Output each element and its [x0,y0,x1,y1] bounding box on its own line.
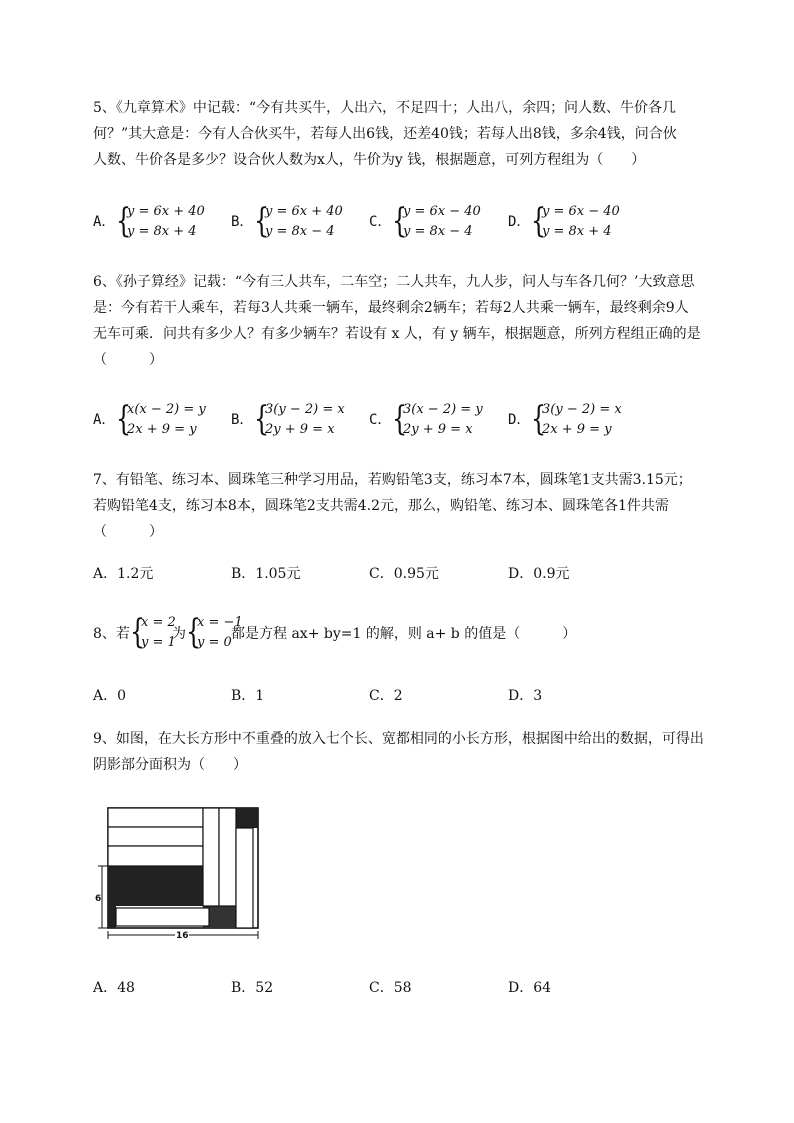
q6-option-b [231,410,253,430]
q5-option-c [369,212,391,232]
q8-prefix: 8、若 [93,626,130,642]
option-label: C． [369,214,392,230]
option-label: D． [508,214,531,230]
q6-option-d [508,410,530,430]
width-label: 16 [176,931,189,941]
q7-option-b: B．1.05元 [231,566,301,582]
q7-text-line-3: （ ） [93,524,163,540]
q9-text-line-2: 阴影部分面积为（ ） [93,757,247,773]
q6-option-c [369,410,391,430]
q7-option-c: C．0.95元 [369,566,439,582]
q5-option-d [508,212,530,232]
equation: y = 8x − 4 [265,224,335,239]
option-label: D． [508,412,531,428]
q5-text-line-3: 人数、牛价各是多少？设合伙人数为x人，牛价为y 钱，根据题意，可列方程组为（ ） [93,152,646,168]
q8-suffix: 都是方程 ax+ by=1 的解，则 a+ b 的值是（ ） [231,626,577,642]
q7-text-line-2: 若购铅笔4支，练习本8本，圆珠笔2支共需4.2元，那么，购铅笔、练习本、圆珠笔各1件共需 [93,498,669,514]
brace-icon: { [392,399,408,439]
equation: 2x + 9 = y [127,422,197,437]
equation: y = 8x + 4 [542,224,612,239]
brace-icon: { [116,201,132,241]
brace-icon: { [392,201,408,241]
small-rectangle [203,808,219,906]
q9-option-d: D．64 [508,980,552,996]
equation: y = 8x + 4 [127,224,197,239]
q8-option-d: D．3 [508,688,543,704]
q9-text-line-1: 9、如图，在大长方形中不重叠的放入七个长、宽都相同的小长方形，根据图中给出的数据，可得出 [93,731,704,747]
height-label: 6 [95,894,102,904]
q7-text-line-1: 7、有铅笔、练习本、圆珠笔三种学习用品，若购铅笔3支，练习本7本，圆珠笔1支共需3.15元； [93,472,692,488]
small-rectangle [108,846,203,866]
equation: y = 6x − 40 [542,204,620,219]
small-rectangle [108,827,203,846]
q9-option-b: B．52 [231,980,274,996]
equation: 3(y − 2) = x [542,402,622,417]
brace-icon: { [186,612,202,652]
equation: 3(y − 2) = x [265,402,345,417]
small-rectangle [236,828,253,928]
equation: y = 6x + 40 [265,204,343,219]
q9-figure [95,804,265,948]
q7-option-a: A．1.2元 [93,566,154,582]
q5-option-b [231,212,253,232]
equation: 2x + 9 = y [542,422,612,437]
equation: x = 2 [141,615,176,630]
brace-icon: { [254,201,270,241]
q6-option-a [93,410,115,430]
rectangle-figure [95,804,265,944]
equation: y = 6x + 40 [127,204,205,219]
option-label: C． [369,412,392,428]
q5-option-a [93,212,115,232]
shaded-region [108,906,116,928]
small-rectangle [219,808,236,906]
q6-text-line-2: 是：今有若干人乘车，若每3人共乘一辆车，最终剩余2辆车；若每2人共乘一辆车，最终剩余9人 [93,300,689,316]
small-rectangle [108,808,203,827]
equation: 2y + 9 = x [265,422,335,437]
option-label: A． [93,214,116,230]
shaded-region [108,866,203,906]
q6-text-line-1: 6、《孙子算经》记载：“今有三人共车，二车空；二人共车，九人步，问人与车各几何？’大致意思 [93,274,695,290]
option-label: A． [93,412,116,428]
q5-text-line-2: 何？”其大意是：今有人合伙买牛，若每人出6钱，还差40钱；若每人出8钱，多余4钱，问合伙 [93,126,677,142]
q6-text-line-3: 无车可乘．问共有多少人？有多少辆车？若设有 x 人，有 y 辆车，根据题意，所列方程组正确的是 [93,326,701,342]
option-label: B． [231,214,254,230]
shaded-region [236,808,258,828]
equation: 2y + 9 = x [403,422,473,437]
equation: 3(x − 2) = y [403,402,483,417]
q8-middle: 为 [172,626,186,642]
q6-text-line-4: （ ） [93,352,163,368]
q9-option-c: C．58 [369,980,412,996]
equation: y = 6x − 40 [403,204,481,219]
small-rectangle [116,908,209,926]
q8-option-b: B．1 [231,688,265,704]
brace-icon: { [254,399,270,439]
option-label: B． [231,412,254,428]
brace-icon: { [531,201,547,241]
brace-icon: { [531,399,547,439]
q5-text-line-1: 5、《九章算术》中记载：“今有共买牛，人出六，不足四十；人出八，余四；问人数、牛价各几 [93,100,677,116]
q8-option-c: C．2 [369,688,403,704]
equation: y = 0 [197,635,232,650]
q9-option-a: A．48 [93,980,135,996]
brace-icon: { [130,612,146,652]
q8-option-a: A．0 [93,688,127,704]
equation: x(x − 2) = y [127,402,206,417]
brace-icon: { [116,399,132,439]
equation: x = −1 [197,615,243,630]
equation: y = 8x − 4 [403,224,473,239]
q7-option-d: D．0.9元 [508,566,570,582]
equation: y = 1 [141,635,176,650]
